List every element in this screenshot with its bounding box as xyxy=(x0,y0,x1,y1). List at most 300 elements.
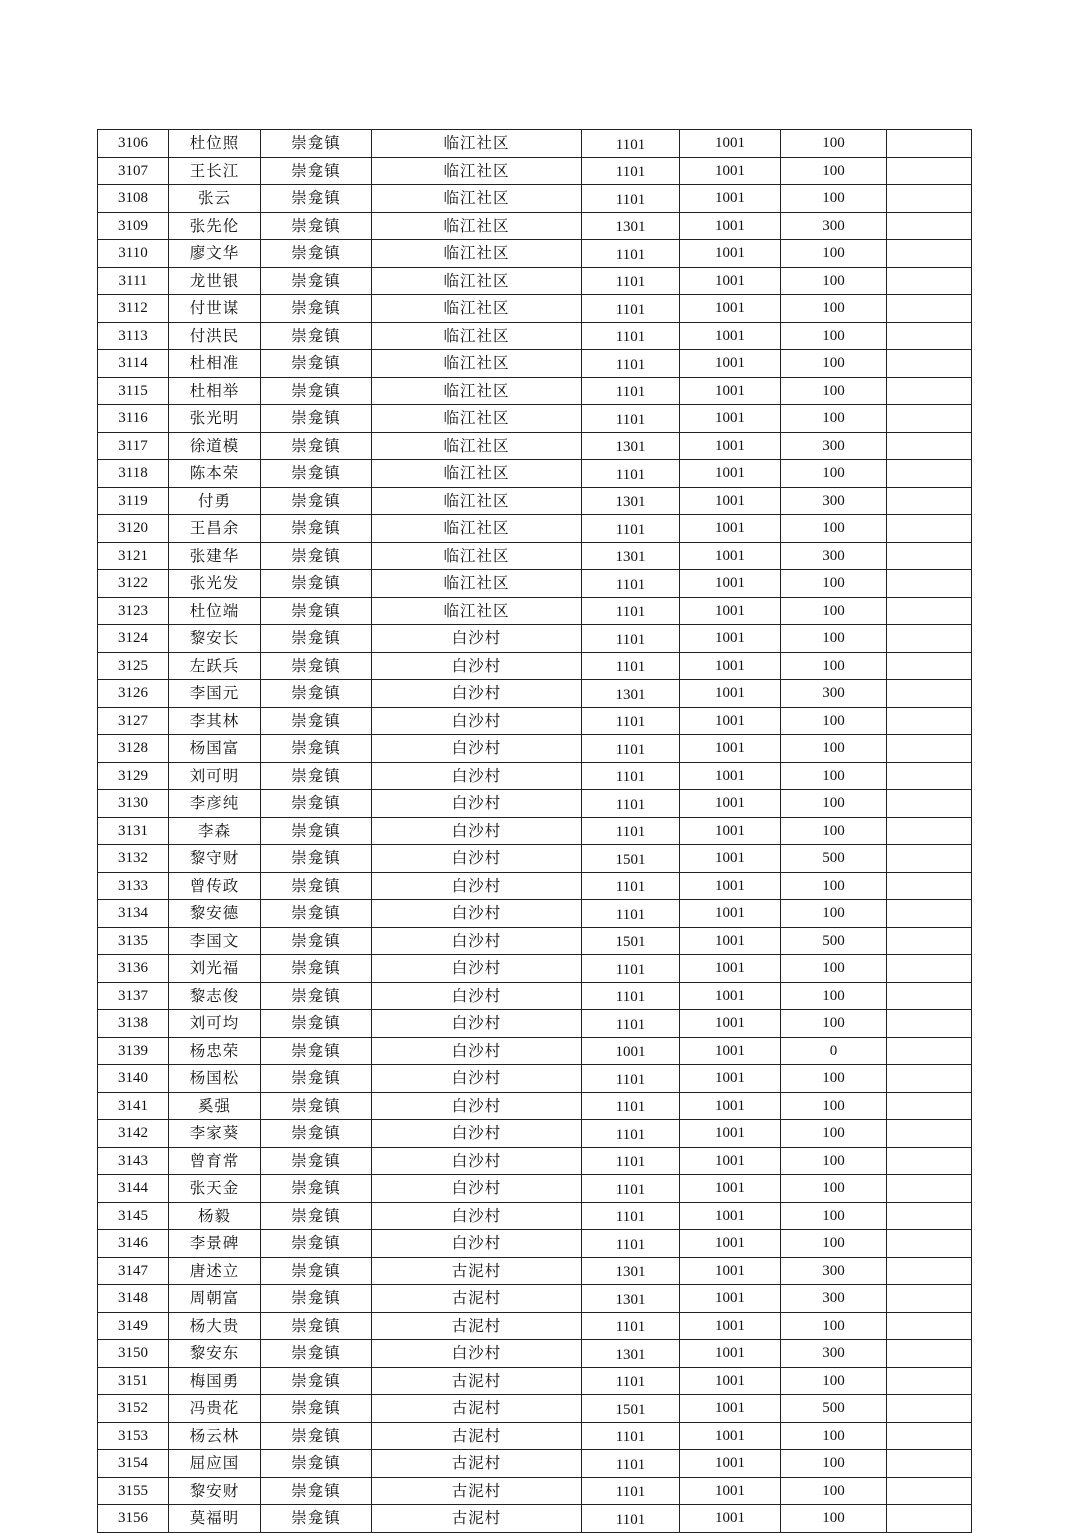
town-cell: 崇龛镇 xyxy=(261,240,372,268)
amount-cell: 100 xyxy=(781,1092,887,1120)
village-cell: 白沙村 xyxy=(372,1037,582,1065)
note-cell xyxy=(887,460,972,488)
table-row xyxy=(98,295,972,323)
value-b-cell: 1001 xyxy=(680,1202,781,1230)
amount-cell: 100 xyxy=(781,955,887,983)
village-cell: 白沙村 xyxy=(372,1120,582,1148)
village-cell: 白沙村 xyxy=(372,1340,582,1368)
value-a-cell: 1101 xyxy=(582,900,680,928)
village-cell: 临江社区 xyxy=(372,212,582,240)
table-row xyxy=(98,157,972,185)
amount-cell: 100 xyxy=(781,652,887,680)
town-cell: 崇龛镇 xyxy=(261,1312,372,1340)
row-index-cell: 3134 xyxy=(98,900,169,928)
town-cell: 崇龛镇 xyxy=(261,1450,372,1478)
value-b-cell: 1001 xyxy=(680,1422,781,1450)
value-b-cell: 1001 xyxy=(680,405,781,433)
village-cell: 白沙村 xyxy=(372,707,582,735)
note-cell xyxy=(887,1175,972,1203)
table-row xyxy=(98,1230,972,1258)
value-a-cell: 1301 xyxy=(582,542,680,570)
village-cell: 古泥村 xyxy=(372,1285,582,1313)
note-cell xyxy=(887,267,972,295)
note-cell xyxy=(887,240,972,268)
table-row xyxy=(98,487,972,515)
name-cell: 刘可明 xyxy=(169,762,261,790)
table-row xyxy=(98,1202,972,1230)
row-index-cell: 3115 xyxy=(98,377,169,405)
village-cell: 临江社区 xyxy=(372,515,582,543)
name-cell: 张天金 xyxy=(169,1175,261,1203)
village-cell: 古泥村 xyxy=(372,1422,582,1450)
row-index-cell: 3111 xyxy=(98,267,169,295)
name-cell: 杜位端 xyxy=(169,597,261,625)
row-index-cell: 3128 xyxy=(98,735,169,763)
note-cell xyxy=(887,1147,972,1175)
row-index-cell: 3129 xyxy=(98,762,169,790)
village-cell: 古泥村 xyxy=(372,1367,582,1395)
value-b-cell: 1001 xyxy=(680,1092,781,1120)
name-cell: 刘光福 xyxy=(169,955,261,983)
table-row xyxy=(98,405,972,433)
table-row xyxy=(98,240,972,268)
town-cell: 崇龛镇 xyxy=(261,1147,372,1175)
row-index-cell: 3149 xyxy=(98,1312,169,1340)
name-cell: 曾育常 xyxy=(169,1147,261,1175)
value-a-cell: 1001 xyxy=(582,1037,680,1065)
village-cell: 白沙村 xyxy=(372,735,582,763)
row-index-cell: 3119 xyxy=(98,487,169,515)
table-row xyxy=(98,872,972,900)
village-cell: 古泥村 xyxy=(372,1257,582,1285)
amount-cell: 100 xyxy=(781,1230,887,1258)
village-cell: 白沙村 xyxy=(372,1175,582,1203)
row-index-cell: 3139 xyxy=(98,1037,169,1065)
value-a-cell: 1301 xyxy=(582,1257,680,1285)
row-index-cell: 3107 xyxy=(98,157,169,185)
value-b-cell: 1001 xyxy=(680,707,781,735)
name-cell: 张光发 xyxy=(169,570,261,598)
value-b-cell: 1001 xyxy=(680,487,781,515)
note-cell xyxy=(887,487,972,515)
note-cell xyxy=(887,927,972,955)
name-cell: 杨大贵 xyxy=(169,1312,261,1340)
town-cell: 崇龛镇 xyxy=(261,762,372,790)
amount-cell: 300 xyxy=(781,212,887,240)
amount-cell: 300 xyxy=(781,1257,887,1285)
town-cell: 崇龛镇 xyxy=(261,900,372,928)
value-a-cell: 1101 xyxy=(582,267,680,295)
village-cell: 临江社区 xyxy=(372,432,582,460)
village-cell: 白沙村 xyxy=(372,790,582,818)
row-index-cell: 3155 xyxy=(98,1477,169,1505)
village-cell: 临江社区 xyxy=(372,295,582,323)
data-table xyxy=(97,129,972,1533)
value-a-cell: 1101 xyxy=(582,130,680,158)
table-row xyxy=(98,1450,972,1478)
amount-cell: 300 xyxy=(781,680,887,708)
value-a-cell: 1101 xyxy=(582,1092,680,1120)
name-cell: 周朝富 xyxy=(169,1285,261,1313)
table-row xyxy=(98,625,972,653)
table-row xyxy=(98,1395,972,1423)
town-cell: 崇龛镇 xyxy=(261,927,372,955)
value-b-cell: 1001 xyxy=(680,1395,781,1423)
amount-cell: 100 xyxy=(781,295,887,323)
town-cell: 崇龛镇 xyxy=(261,652,372,680)
table-row xyxy=(98,762,972,790)
row-index-cell: 3141 xyxy=(98,1092,169,1120)
value-b-cell: 1001 xyxy=(680,1147,781,1175)
village-cell: 临江社区 xyxy=(372,542,582,570)
note-cell xyxy=(887,570,972,598)
town-cell: 崇龛镇 xyxy=(261,570,372,598)
value-b-cell: 1001 xyxy=(680,377,781,405)
row-index-cell: 3137 xyxy=(98,982,169,1010)
value-b-cell: 1001 xyxy=(680,900,781,928)
note-cell xyxy=(887,845,972,873)
amount-cell: 100 xyxy=(781,1147,887,1175)
name-cell: 李景碑 xyxy=(169,1230,261,1258)
amount-cell: 300 xyxy=(781,1340,887,1368)
value-b-cell: 1001 xyxy=(680,432,781,460)
note-cell xyxy=(887,1092,972,1120)
amount-cell: 100 xyxy=(781,515,887,543)
note-cell xyxy=(887,322,972,350)
value-b-cell: 1001 xyxy=(680,350,781,378)
note-cell xyxy=(887,1257,972,1285)
value-a-cell: 1101 xyxy=(582,652,680,680)
value-a-cell: 1101 xyxy=(582,295,680,323)
town-cell: 崇龛镇 xyxy=(261,1367,372,1395)
row-index-cell: 3106 xyxy=(98,130,169,158)
row-index-cell: 3142 xyxy=(98,1120,169,1148)
value-a-cell: 1101 xyxy=(582,955,680,983)
village-cell: 临江社区 xyxy=(372,130,582,158)
name-cell: 杨毅 xyxy=(169,1202,261,1230)
row-index-cell: 3126 xyxy=(98,680,169,708)
value-b-cell: 1001 xyxy=(680,1037,781,1065)
value-b-cell: 1001 xyxy=(680,1340,781,1368)
row-index-cell: 3131 xyxy=(98,817,169,845)
row-index-cell: 3127 xyxy=(98,707,169,735)
table-row xyxy=(98,377,972,405)
row-index-cell: 3143 xyxy=(98,1147,169,1175)
amount-cell: 100 xyxy=(781,707,887,735)
table-row xyxy=(98,1037,972,1065)
value-b-cell: 1001 xyxy=(680,955,781,983)
row-index-cell: 3109 xyxy=(98,212,169,240)
note-cell xyxy=(887,1395,972,1423)
row-index-cell: 3122 xyxy=(98,570,169,598)
row-index-cell: 3151 xyxy=(98,1367,169,1395)
name-cell: 左跃兵 xyxy=(169,652,261,680)
value-a-cell: 1101 xyxy=(582,872,680,900)
town-cell: 崇龛镇 xyxy=(261,1477,372,1505)
town-cell: 崇龛镇 xyxy=(261,1230,372,1258)
town-cell: 崇龛镇 xyxy=(261,625,372,653)
village-cell: 白沙村 xyxy=(372,1065,582,1093)
name-cell: 杜位照 xyxy=(169,130,261,158)
note-cell xyxy=(887,1037,972,1065)
village-cell: 临江社区 xyxy=(372,487,582,515)
name-cell: 梅国勇 xyxy=(169,1367,261,1395)
note-cell xyxy=(887,1120,972,1148)
value-a-cell: 1101 xyxy=(582,185,680,213)
amount-cell: 100 xyxy=(781,157,887,185)
village-cell: 白沙村 xyxy=(372,1010,582,1038)
value-b-cell: 1001 xyxy=(680,872,781,900)
note-cell xyxy=(887,652,972,680)
name-cell: 刘可均 xyxy=(169,1010,261,1038)
name-cell: 杨国松 xyxy=(169,1065,261,1093)
village-cell: 白沙村 xyxy=(372,955,582,983)
amount-cell: 300 xyxy=(781,432,887,460)
note-cell xyxy=(887,405,972,433)
amount-cell: 100 xyxy=(781,597,887,625)
table-row xyxy=(98,817,972,845)
town-cell: 崇龛镇 xyxy=(261,350,372,378)
amount-cell: 100 xyxy=(781,1477,887,1505)
amount-cell: 100 xyxy=(781,350,887,378)
table-row xyxy=(98,900,972,928)
value-b-cell: 1001 xyxy=(680,927,781,955)
amount-cell: 100 xyxy=(781,267,887,295)
table-body xyxy=(98,130,972,1533)
note-cell xyxy=(887,680,972,708)
table-row xyxy=(98,735,972,763)
row-index-cell: 3114 xyxy=(98,350,169,378)
town-cell: 崇龛镇 xyxy=(261,515,372,543)
value-b-cell: 1001 xyxy=(680,762,781,790)
amount-cell: 0 xyxy=(781,1037,887,1065)
note-cell xyxy=(887,597,972,625)
table-row xyxy=(98,1477,972,1505)
town-cell: 崇龛镇 xyxy=(261,955,372,983)
village-cell: 白沙村 xyxy=(372,762,582,790)
table-row xyxy=(98,790,972,818)
town-cell: 崇龛镇 xyxy=(261,790,372,818)
row-index-cell: 3118 xyxy=(98,460,169,488)
note-cell xyxy=(887,735,972,763)
row-index-cell: 3147 xyxy=(98,1257,169,1285)
row-index-cell: 3140 xyxy=(98,1065,169,1093)
amount-cell: 100 xyxy=(781,735,887,763)
table-row xyxy=(98,212,972,240)
row-index-cell: 3112 xyxy=(98,295,169,323)
name-cell: 莫福明 xyxy=(169,1505,261,1533)
value-a-cell: 1101 xyxy=(582,570,680,598)
name-cell: 李国元 xyxy=(169,680,261,708)
amount-cell: 500 xyxy=(781,927,887,955)
town-cell: 崇龛镇 xyxy=(261,707,372,735)
note-cell xyxy=(887,1422,972,1450)
note-cell xyxy=(887,900,972,928)
value-a-cell: 1101 xyxy=(582,1010,680,1038)
town-cell: 崇龛镇 xyxy=(261,1505,372,1533)
value-a-cell: 1101 xyxy=(582,735,680,763)
note-cell xyxy=(887,157,972,185)
value-a-cell: 1501 xyxy=(582,927,680,955)
name-cell: 王昌余 xyxy=(169,515,261,543)
value-a-cell: 1101 xyxy=(582,1065,680,1093)
table-row xyxy=(98,1285,972,1313)
name-cell: 冯贵花 xyxy=(169,1395,261,1423)
table-row xyxy=(98,1505,972,1533)
amount-cell: 100 xyxy=(781,377,887,405)
town-cell: 崇龛镇 xyxy=(261,1037,372,1065)
value-b-cell: 1001 xyxy=(680,1285,781,1313)
amount-cell: 100 xyxy=(781,982,887,1010)
note-cell xyxy=(887,707,972,735)
village-cell: 白沙村 xyxy=(372,1202,582,1230)
name-cell: 李其林 xyxy=(169,707,261,735)
value-a-cell: 1501 xyxy=(582,1395,680,1423)
table-row xyxy=(98,350,972,378)
table-row xyxy=(98,1422,972,1450)
amount-cell: 100 xyxy=(781,1312,887,1340)
name-cell: 杜相准 xyxy=(169,350,261,378)
town-cell: 崇龛镇 xyxy=(261,680,372,708)
village-cell: 临江社区 xyxy=(372,350,582,378)
amount-cell: 100 xyxy=(781,570,887,598)
town-cell: 崇龛镇 xyxy=(261,267,372,295)
village-cell: 临江社区 xyxy=(372,405,582,433)
value-a-cell: 1101 xyxy=(582,405,680,433)
value-a-cell: 1301 xyxy=(582,212,680,240)
village-cell: 白沙村 xyxy=(372,982,582,1010)
town-cell: 崇龛镇 xyxy=(261,460,372,488)
name-cell: 奚强 xyxy=(169,1092,261,1120)
village-cell: 白沙村 xyxy=(372,680,582,708)
town-cell: 崇龛镇 xyxy=(261,735,372,763)
value-a-cell: 1101 xyxy=(582,817,680,845)
amount-cell: 100 xyxy=(781,1202,887,1230)
village-cell: 白沙村 xyxy=(372,900,582,928)
note-cell xyxy=(887,1340,972,1368)
town-cell: 崇龛镇 xyxy=(261,295,372,323)
row-index-cell: 3154 xyxy=(98,1450,169,1478)
value-a-cell: 1101 xyxy=(582,1422,680,1450)
value-b-cell: 1001 xyxy=(680,625,781,653)
value-a-cell: 1301 xyxy=(582,1285,680,1313)
town-cell: 崇龛镇 xyxy=(261,377,372,405)
row-index-cell: 3123 xyxy=(98,597,169,625)
name-cell: 黎志俊 xyxy=(169,982,261,1010)
town-cell: 崇龛镇 xyxy=(261,212,372,240)
town-cell: 崇龛镇 xyxy=(261,1010,372,1038)
value-a-cell: 1101 xyxy=(582,1202,680,1230)
name-cell: 杜相举 xyxy=(169,377,261,405)
value-a-cell: 1101 xyxy=(582,157,680,185)
note-cell xyxy=(887,1230,972,1258)
row-index-cell: 3148 xyxy=(98,1285,169,1313)
table-row xyxy=(98,845,972,873)
note-cell xyxy=(887,515,972,543)
value-b-cell: 1001 xyxy=(680,542,781,570)
name-cell: 李彦纯 xyxy=(169,790,261,818)
value-b-cell: 1001 xyxy=(680,1312,781,1340)
village-cell: 临江社区 xyxy=(372,240,582,268)
town-cell: 崇龛镇 xyxy=(261,597,372,625)
table-row xyxy=(98,515,972,543)
name-cell: 黎守财 xyxy=(169,845,261,873)
town-cell: 崇龛镇 xyxy=(261,982,372,1010)
value-a-cell: 1101 xyxy=(582,1505,680,1533)
name-cell: 李家葵 xyxy=(169,1120,261,1148)
note-cell xyxy=(887,1505,972,1533)
note-cell xyxy=(887,1477,972,1505)
name-cell: 李森 xyxy=(169,817,261,845)
value-b-cell: 1001 xyxy=(680,515,781,543)
row-index-cell: 3113 xyxy=(98,322,169,350)
village-cell: 白沙村 xyxy=(372,927,582,955)
table-row xyxy=(98,680,972,708)
village-cell: 临江社区 xyxy=(372,570,582,598)
table-row xyxy=(98,955,972,983)
note-cell xyxy=(887,1312,972,1340)
value-a-cell: 1101 xyxy=(582,982,680,1010)
name-cell: 王长江 xyxy=(169,157,261,185)
town-cell: 崇龛镇 xyxy=(261,1092,372,1120)
value-a-cell: 1501 xyxy=(582,845,680,873)
village-cell: 临江社区 xyxy=(372,377,582,405)
table-row xyxy=(98,432,972,460)
value-b-cell: 1001 xyxy=(680,212,781,240)
amount-cell: 500 xyxy=(781,845,887,873)
name-cell: 黎安德 xyxy=(169,900,261,928)
table-row xyxy=(98,1257,972,1285)
table-row xyxy=(98,1312,972,1340)
value-b-cell: 1001 xyxy=(680,1450,781,1478)
value-b-cell: 1001 xyxy=(680,460,781,488)
amount-cell: 100 xyxy=(781,1450,887,1478)
table-row xyxy=(98,185,972,213)
value-b-cell: 1001 xyxy=(680,680,781,708)
amount-cell: 100 xyxy=(781,405,887,433)
value-a-cell: 1101 xyxy=(582,1120,680,1148)
table-row xyxy=(98,707,972,735)
value-a-cell: 1301 xyxy=(582,1340,680,1368)
name-cell: 黎安财 xyxy=(169,1477,261,1505)
note-cell xyxy=(887,1450,972,1478)
row-index-cell: 3110 xyxy=(98,240,169,268)
amount-cell: 100 xyxy=(781,1120,887,1148)
value-b-cell: 1001 xyxy=(680,240,781,268)
name-cell: 黎安东 xyxy=(169,1340,261,1368)
note-cell xyxy=(887,790,972,818)
value-a-cell: 1101 xyxy=(582,597,680,625)
row-index-cell: 3132 xyxy=(98,845,169,873)
town-cell: 崇龛镇 xyxy=(261,542,372,570)
value-a-cell: 1101 xyxy=(582,377,680,405)
row-index-cell: 3135 xyxy=(98,927,169,955)
village-cell: 古泥村 xyxy=(372,1395,582,1423)
amount-cell: 100 xyxy=(781,1010,887,1038)
town-cell: 崇龛镇 xyxy=(261,1340,372,1368)
town-cell: 崇龛镇 xyxy=(261,1120,372,1148)
value-a-cell: 1101 xyxy=(582,707,680,735)
village-cell: 临江社区 xyxy=(372,267,582,295)
note-cell xyxy=(887,872,972,900)
amount-cell: 100 xyxy=(781,1175,887,1203)
amount-cell: 300 xyxy=(781,487,887,515)
row-index-cell: 3108 xyxy=(98,185,169,213)
value-a-cell: 1101 xyxy=(582,1450,680,1478)
value-a-cell: 1101 xyxy=(582,1230,680,1258)
note-cell xyxy=(887,817,972,845)
village-cell: 古泥村 xyxy=(372,1477,582,1505)
